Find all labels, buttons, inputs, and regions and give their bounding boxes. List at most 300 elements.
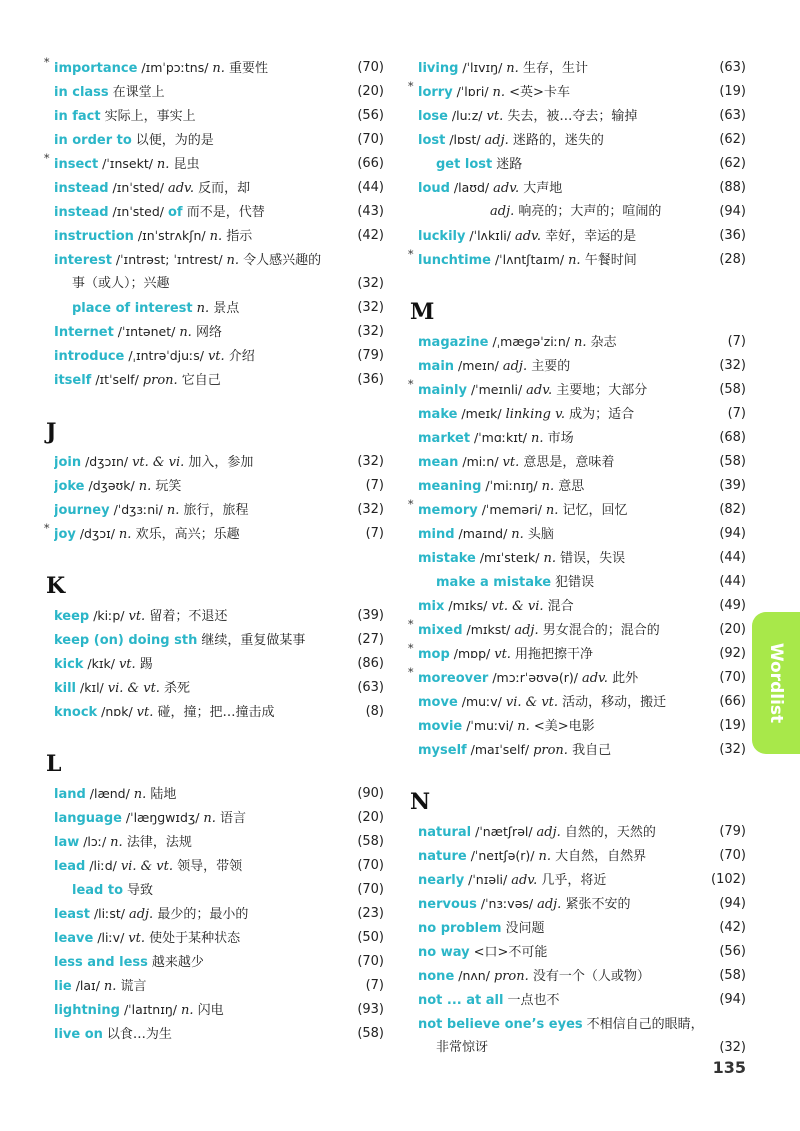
side-tab-label: Wordlist [766,642,786,724]
page-number: 135 [712,1058,746,1077]
part-of-speech: vt. [207,349,225,364]
wordlist-entry [408,378,746,402]
definition: 混合 [543,599,574,614]
headword: join [54,455,82,470]
headword: living [418,61,459,76]
headword: lie [54,979,72,994]
headword: meaning [418,479,482,494]
phonetic: /maɪnd/ [454,526,512,541]
unit-page-ref: (56) [719,944,746,959]
entry-body [418,642,706,667]
wordlist-entry [44,104,384,128]
part-of-speech: n. [530,431,544,446]
entry-body [418,248,706,273]
unit-page-ref: (20) [357,810,384,825]
wordlist-entry [408,820,746,844]
wordlist-entry [408,594,746,618]
phonetic: /ˈneɪtʃə(r)/ [466,848,539,863]
part-of-speech: n. [118,527,132,542]
headword: Internet [54,325,114,340]
unit-page-ref: (82) [719,502,746,517]
headword-extra: of [167,205,183,220]
headword: nearly [418,873,465,888]
unit-page-ref: (102) [711,872,746,887]
entry-body [72,878,344,903]
phonetic: /meɪk/ [457,406,506,421]
wordlist-entry [44,700,384,724]
wordlist-entry [44,152,384,176]
part-of-speech: vt. [502,455,520,470]
entry-body [54,974,344,999]
definition: 旅行，旅程 [179,503,249,518]
part-of-speech: n. [180,1003,194,1018]
definition: 欢乐，高兴；乐趣 [131,527,240,542]
headword: no way [418,945,470,960]
entry-body [54,926,344,951]
phonetic: /ɪnˈstrʌkʃn/ [133,228,210,243]
definition: 大声地 [519,181,563,196]
headword: natural [418,825,472,840]
section-spacer [408,272,746,284]
wordlist-entry [44,782,384,806]
definition: 实际上，事实上 [104,109,196,124]
unit-page-ref: (44) [719,550,746,565]
definition: 不相信自己的眼睛， [586,1017,704,1032]
unit-page-ref: (70) [357,60,384,75]
definition: 踢 [135,657,153,672]
definition: 用拖把擦干净 [510,647,594,662]
unit-page-ref: (70) [357,882,384,897]
unit-page-ref: (23) [357,906,384,921]
part-of-speech: adv. [581,671,608,686]
part-of-speech: vt. [118,657,136,672]
definition: <英>卡车 [505,85,570,100]
definition: 市场 [543,431,574,446]
definition: 主要地；大部分 [552,383,648,398]
entry-body [54,522,344,547]
phonetic: /ˈɪntənet/ [113,324,180,339]
headword: kill [54,681,77,696]
wordlist-entry [44,80,384,104]
definition: 幸好，幸运的是 [540,229,637,244]
headword: no problem [418,921,502,936]
definition: 生存，生计 [518,61,588,76]
definition: 越来越少 [151,955,204,970]
headword: lorry [418,85,453,100]
wordlist-entry [408,570,746,594]
phonetic: /laʊd/ [449,180,494,195]
definition: 自然的，天然的 [560,825,656,840]
wordlist-entry [44,950,384,974]
unit-page-ref: (62) [719,156,746,171]
headword: importance [54,61,138,76]
wordlist-entry [408,522,746,546]
headword: market [418,431,471,446]
entry-body [418,426,706,451]
phonetic: /laɪ/ [71,978,104,993]
wordlist-entry [44,902,384,926]
phonetic: /lɒst/ [445,132,485,147]
entry-body [54,320,344,345]
part-of-speech: adj. [128,907,154,922]
unit-page-ref: (39) [719,478,746,493]
wordlist-entry [44,522,384,546]
entry-body [418,176,706,201]
part-of-speech: vt. [136,705,154,720]
headword: lightning [54,1003,120,1018]
entry-body [54,902,344,927]
definition: 没有一个（人或物） [528,969,650,984]
wordlist-entry [408,152,746,176]
part-of-speech: n. [541,479,555,494]
wordlist-entry [408,868,746,892]
phonetic: /ˈmeməri/ [477,502,546,517]
headword: instead [54,181,109,196]
wordlist-entry [408,176,746,200]
wordlist-entry [44,200,384,224]
part-of-speech: n. [574,335,587,350]
phonetic: /ˈmiːnɪŋ/ [481,478,542,493]
part-of-speech: n. [568,253,581,268]
wordlist-entry [408,738,746,762]
wordlist-entry [408,426,746,450]
definition: 失去，被…夺去；输掉 [503,109,638,124]
headword: myself [418,743,467,758]
unit-page-ref: (49) [719,598,746,613]
wordlist-entry [408,128,746,152]
definition: 没问题 [505,921,545,936]
phonetic: /mɪks/ [444,598,492,613]
entry-body [418,940,706,965]
entry-body [418,378,706,403]
phonetic: /liːd/ [85,858,121,873]
entry-body [418,1012,706,1037]
core-word-marker: * [408,666,414,679]
unit-page-ref: (94) [719,992,746,1007]
part-of-speech: n. [226,253,240,268]
definition: 谎言 [116,979,147,994]
definition: 闪电 [193,1003,224,1018]
wordlist-entry [44,272,384,296]
headword: movie [418,719,463,734]
definition: 指示 [222,229,253,244]
part-of-speech: n. [209,229,223,244]
entry-body [436,1036,706,1060]
entry-body [436,152,706,177]
entry-body [418,224,706,249]
unit-page-ref: (50) [357,930,384,945]
headword: lost [418,133,446,148]
entry-body [418,104,706,129]
unit-page-ref: (32) [357,454,384,469]
wordlist-entry [44,1022,384,1046]
phonetic: /muːv/ [457,694,506,709]
part-of-speech: n. [166,503,180,518]
entry-body [54,80,344,105]
headword: itself [54,373,92,388]
unit-page-ref: (39) [357,608,384,623]
phonetic: /ˈlʌntʃtaɪm/ [490,252,569,267]
entry-body [54,224,344,249]
definition: 在课堂上 [112,85,165,100]
part-of-speech: adj. [502,359,528,374]
headword: land [54,787,86,802]
definition: 一点也不 [507,993,560,1008]
part-of-speech: n. [538,849,551,864]
definition: 导致 [127,883,154,898]
wordlist-entry [44,248,384,272]
unit-page-ref: (63) [719,108,746,123]
part-of-speech: adj. [514,623,539,638]
entry-body [418,498,706,523]
entry-body [418,820,706,845]
entry-body [54,176,344,201]
right-column [408,56,746,1060]
definition: 景点 [209,301,240,316]
wordlist-entry [408,844,746,868]
unit-page-ref: (63) [357,680,384,695]
definition: 头脑 [523,527,554,542]
part-of-speech: n. [517,719,530,734]
entry-body [54,498,344,523]
entry-body [54,830,344,855]
part-of-speech: adj. [536,825,561,840]
wordlist-entry [44,56,384,80]
entry-body [54,200,344,225]
unit-page-ref: (70) [719,848,746,863]
definition: 使处于某种状态 [144,931,241,946]
definition: 午餐时间 [580,253,637,268]
part-of-speech: n. [203,811,216,826]
headword: leave [54,931,94,946]
phonetic: /liːv/ [93,930,129,945]
definition: 我自己 [567,743,612,758]
phonetic: /ˈɪntrəst; ˈɪntrest/ [111,252,227,267]
unit-page-ref: (94) [719,526,746,541]
entry-body [54,854,344,879]
unit-page-ref: (70) [357,858,384,873]
unit-page-ref: (58) [357,834,384,849]
definition: 成为；适合 [565,407,635,422]
headword: insect [54,157,99,172]
wordlist-entry [408,224,746,248]
part-of-speech: n. [138,479,152,494]
headword: instruction [54,229,134,244]
headword: law [54,835,80,850]
phonetic: /ˈlɒri/ [452,84,493,99]
wordlist-entry [44,320,384,344]
part-of-speech: n. [179,325,192,340]
core-word-marker: * [44,522,50,535]
phonetic: /ɪnˈsted/ [108,180,168,195]
part-of-speech: n. [156,157,170,172]
wordlist-entry [408,964,746,988]
definition: 继续，重复做某事 [201,633,306,648]
headword: less and less [54,955,148,970]
headword: mixed [418,623,463,638]
phonetic: /mɪˈsteɪk/ [475,550,544,565]
unit-page-ref: (20) [357,84,384,99]
headword: moreover [418,671,489,686]
wordlist-entry [408,546,746,570]
unit-page-ref: (32) [357,276,384,291]
phonetic: /dʒɔɪn/ [81,454,133,469]
entry-body [54,998,344,1023]
definition: <口>不可能 [473,945,548,960]
entry-body [54,248,344,273]
part-of-speech: adj. [537,897,562,912]
part-of-speech: adv. [493,181,520,196]
entry-body [418,844,706,869]
entry-body [72,296,344,321]
wordlist-entry [408,354,746,378]
wordlist-entry [408,916,746,940]
entry-body [54,782,344,807]
definition: <美>电影 [529,719,595,734]
section-spacer [44,724,384,736]
wordlist-entry [408,200,746,224]
wordlist-entry [408,988,746,1012]
phonetic: /liːst/ [90,906,129,921]
entry-body [418,738,706,763]
unit-page-ref: (90) [357,786,384,801]
headword: magazine [418,335,489,350]
phonetic: /ˈlɪvɪŋ/ [458,60,507,75]
definition: 留着；不退还 [145,609,228,624]
definition: 介绍 [224,349,255,364]
definition: 几乎，将近 [537,873,607,888]
entry-body [418,594,706,619]
wordlist-entry [44,344,384,368]
phonetic: /mɪkst/ [462,622,515,637]
wordlist-entry [408,330,746,354]
part-of-speech: vt. [128,931,145,946]
phonetic: /nɒk/ [97,704,137,719]
part-of-speech: n. [545,503,559,518]
definition: 大自然，自然界 [551,849,647,864]
unit-page-ref: (7) [727,406,746,421]
headword: joy [54,527,76,542]
unit-page-ref: (66) [719,694,746,709]
unit-page-ref: (70) [719,670,746,685]
definition: 犯错误 [555,575,595,590]
wordlist-entry [44,676,384,700]
definition: 事（或人）；兴趣 [72,276,170,291]
part-of-speech: n. [133,787,147,802]
part-of-speech: vt. [494,647,511,662]
part-of-speech: vt. & vi. [491,599,544,614]
wordlist-entry [44,854,384,878]
wordlist-entry [408,666,746,690]
definition: 碰，撞；把…撞击成 [153,705,275,720]
entry-body [54,806,344,831]
core-word-marker: * [408,618,414,631]
definition: 法律，法规 [122,835,192,850]
phonetic: /meɪn/ [454,358,503,373]
entry-body [418,964,706,989]
wordlist-entry [44,498,384,522]
phonetic: /ˈɪnsekt/ [98,156,157,171]
headword: in class [54,85,109,100]
part-of-speech: n. [212,61,225,76]
entry-body [54,628,344,653]
phonetic: /ˈnætʃrəl/ [471,824,537,839]
part-of-speech: linking v. [505,407,566,422]
definition: 迷路的，迷失的 [508,133,604,148]
part-of-speech: pron. [142,373,178,388]
headword: keep (on) doing sth [54,633,198,648]
unit-page-ref: (19) [719,84,746,99]
unit-page-ref: (79) [357,348,384,363]
unit-page-ref: (32) [357,324,384,339]
phonetic: /luːz/ [447,108,487,123]
core-word-marker: * [44,152,50,165]
entry-body [418,56,706,81]
wordlist-entry [408,1036,746,1060]
headword: loud [418,181,450,196]
unit-page-ref: (63) [719,60,746,75]
definition: 以食…为生 [106,1027,172,1042]
headword: mean [418,455,459,470]
entry-body [418,450,706,475]
phonetic: /maɪˈself/ [466,742,534,757]
unit-page-ref: (58) [719,382,746,397]
section-spacer [44,392,384,404]
part-of-speech: vt. & vi. [132,455,185,470]
unit-page-ref: (7) [365,978,384,993]
entry-body [418,988,706,1013]
unit-page-ref: (7) [727,334,746,349]
wordlist-entry [408,498,746,522]
wordlist-entry [44,806,384,830]
unit-page-ref: (32) [719,358,746,373]
unit-page-ref: (68) [719,430,746,445]
headword: kick [54,657,84,672]
wordlist-entry [44,474,384,498]
headword: make [418,407,458,422]
entry-body [54,604,344,629]
part-of-speech: vi. & vt. [107,681,160,696]
definition: 以便，为的是 [135,133,214,148]
phonetic: /ˈnɜːvəs/ [476,896,538,911]
headword: place of interest [72,301,193,316]
part-of-speech: vi. & vt. [505,695,559,710]
unit-page-ref: (20) [719,622,746,637]
definition: 加入，参加 [184,455,254,470]
headword: introduce [54,349,125,364]
phonetic: /nʌn/ [454,968,494,983]
headword: journey [54,503,110,518]
part-of-speech: n. [543,551,556,566]
phonetic: /lænd/ [85,786,134,801]
definition: 重要性 [224,61,269,76]
entry-body [418,892,706,917]
part-of-speech: vt. [128,609,146,624]
unit-page-ref: (7) [365,526,384,541]
phonetic: /dʒəʊk/ [84,478,139,493]
core-word-marker: * [44,56,50,69]
headword: mainly [418,383,467,398]
part-of-speech: pron. [533,743,568,758]
headword: keep [54,609,90,624]
wordlist-entry [44,628,384,652]
phonetic: /lɔː/ [79,834,111,849]
part-of-speech: adj. [490,204,515,219]
definition: 玩笑 [151,479,182,494]
phonetic: /ɪtˈself/ [91,372,143,387]
phonetic: /mɔːrˈəʊvə(r)/ [488,670,582,685]
unit-page-ref: (66) [357,156,384,171]
